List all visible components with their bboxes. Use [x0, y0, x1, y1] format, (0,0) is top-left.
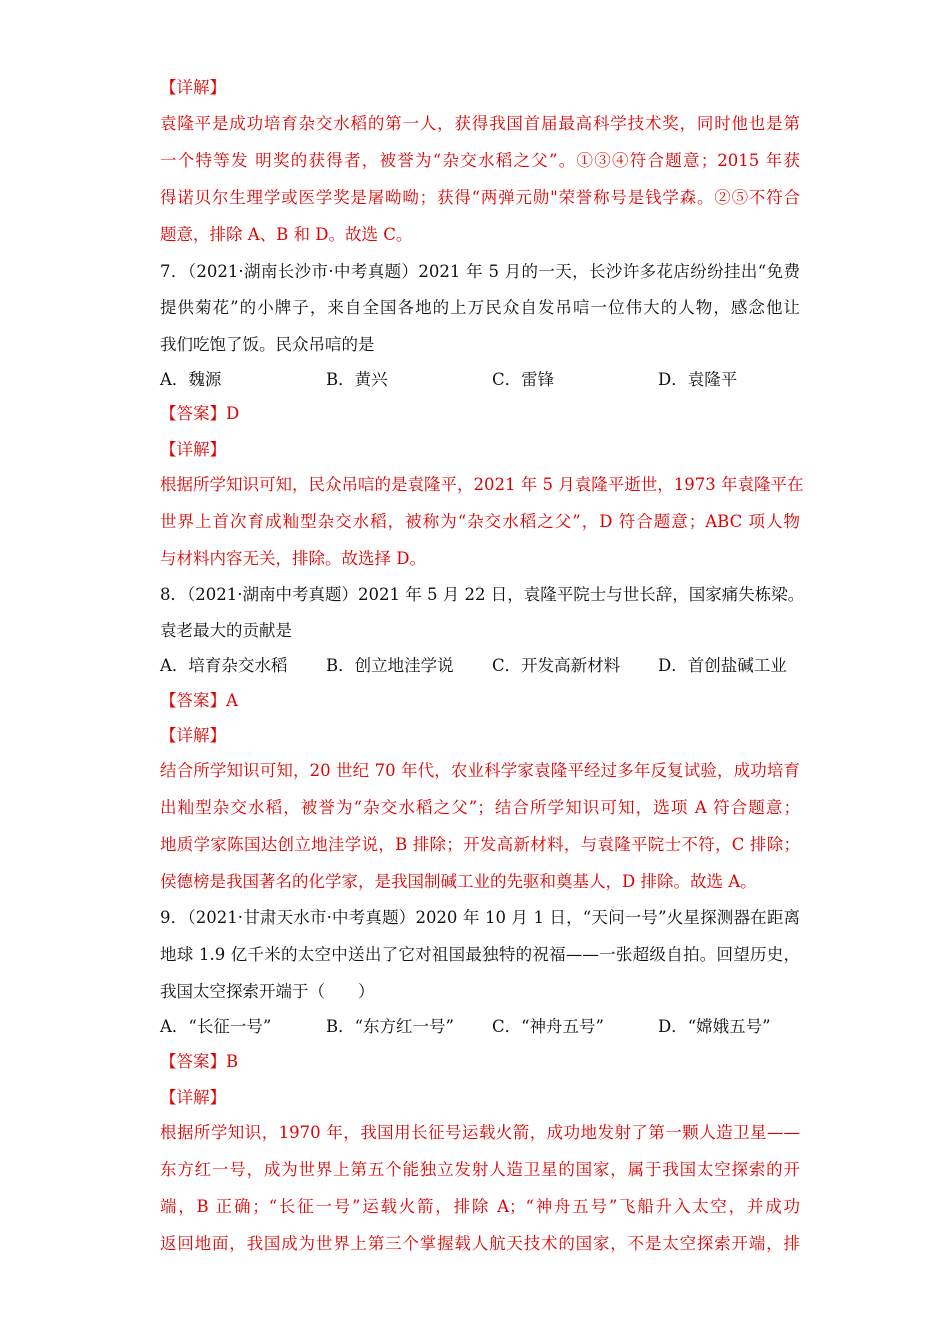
- answer-label: 【答案】D: [160, 404, 240, 423]
- question-stem-line: 我国太空探索开端于（ ）: [160, 982, 375, 1001]
- detail-text-line: 世界上首次育成籼型杂交水稻，被称为“杂交水稻之父”，D 符合题意；ABC 项人物: [160, 512, 800, 531]
- detail-text-line: 东方红一号，成为世界上第五个能独立发射人造卫星的国家，属于我国太空探索的开: [160, 1160, 800, 1179]
- option-b: B．“东方红一号”: [326, 1017, 454, 1036]
- question-stem-line: 我们吃饱了饭。民众吊唁的是: [160, 335, 375, 354]
- options-row: [160, 369, 800, 391]
- detail-text-line: 得诺贝尔生理学或医学奖是屠呦呦；获得“两弹元勋"荣誉称号是钱学森。②⑤不符合: [160, 188, 800, 207]
- question-stem-line: 8．（2021·湖南中考真题）2021 年 5 月 22 日，袁隆平院士与世长辞，国家痛失栋梁。: [160, 585, 805, 604]
- options-row: [160, 655, 800, 677]
- detail-text-line: 返回地面，我国成为世界上第三个掌握载人航天技术的国家，不是太空探索开端，排: [160, 1234, 800, 1253]
- option-c: C．开发高新材料: [492, 656, 621, 675]
- question-stem-line: 9．（2021·甘肃天水市·中考真题）2020 年 10 月 1 日，“天问一号”火星探测器在距离: [160, 908, 800, 927]
- question-stem-line: 地球 1.9 亿千米的太空中送出了它对祖国最独特的祝福——一张超级自拍。回望历史，: [160, 945, 800, 964]
- detail-text-line: 地质学家陈国达创立地洼学说，B 排除；开发高新材料，与袁隆平院士不符，C 排除；: [160, 835, 800, 854]
- options-row: [160, 1016, 800, 1038]
- option-c: C．“神舟五号”: [492, 1017, 604, 1036]
- option-a: A．“长征一号”: [160, 1017, 272, 1036]
- option-d: D．首创盐碱工业: [658, 656, 787, 675]
- detail-text-line: 侯德榜是我国著名的化学家，是我国制碱工业的先驱和奠基人，D 排除。故选 A。: [160, 872, 757, 891]
- option-b: B．黄兴: [326, 370, 388, 389]
- detail-text-line: 袁隆平是成功培育杂交水稻的第一人，获得我国首届最高科学技术奖，同时他也是第: [160, 114, 800, 133]
- option-a: A．培育杂交水稻: [160, 656, 288, 675]
- option-b: B．创立地洼学说: [326, 656, 454, 675]
- detail-label: 【详解】: [160, 440, 226, 459]
- detail-text-line: 题意，排除 A、B 和 D。故选 C。: [160, 225, 413, 244]
- answer-label: 【答案】A: [160, 691, 238, 710]
- option-d: D．袁隆平: [658, 370, 738, 389]
- detail-text-line: 与材料内容无关，排除。故选择 D。: [160, 549, 426, 568]
- detail-text-line: 出籼型杂交水稻，被誉为“杂交水稻之父”；结合所学知识可知，选项 A 符合题意；: [160, 798, 800, 817]
- detail-text-line: 一个特等发 明奖的获得者，被誉为“杂交水稻之父”。①③④符合题意；2015 年获: [160, 151, 800, 170]
- question-stem-line: 提供菊花”的小牌子，来自全国各地的上万民众自发吊唁一位伟大的人物，感念他让: [160, 298, 800, 317]
- option-c: C．雷锋: [492, 370, 555, 389]
- answer-label: 【答案】B: [160, 1052, 239, 1071]
- option-d: D．“嫦娥五号”: [658, 1017, 771, 1036]
- detail-label: 【详解】: [160, 726, 226, 745]
- detail-label: 【详解】: [160, 1088, 226, 1107]
- detail-text-line: 根据所学知识可知，民众吊唁的是袁隆平，2021 年 5 月袁隆平逝世，1973 年袁隆平在: [160, 475, 804, 494]
- detail-text-line: 端，B 正确；“长征一号”运载火箭，排除 A；“神舟五号”飞船升入太空，并成功: [160, 1197, 800, 1216]
- detail-label: 【详解】: [160, 78, 226, 97]
- detail-text-line: 根据所学知识，1970 年，我国用长征号运载火箭，成功地发射了第一颗人造卫星——: [160, 1123, 800, 1142]
- detail-text-line: 结合所学知识可知，20 世纪 70 年代，农业科学家袁隆平经过多年反复试验，成功培育: [160, 761, 800, 780]
- option-a: A．魏源: [160, 370, 222, 389]
- question-stem-line: 袁老最大的贡献是: [160, 621, 292, 640]
- question-stem-line: 7．（2021·湖南长沙市·中考真题）2021 年 5 月的一天，长沙许多花店纷纷挂出“免费: [160, 262, 800, 281]
